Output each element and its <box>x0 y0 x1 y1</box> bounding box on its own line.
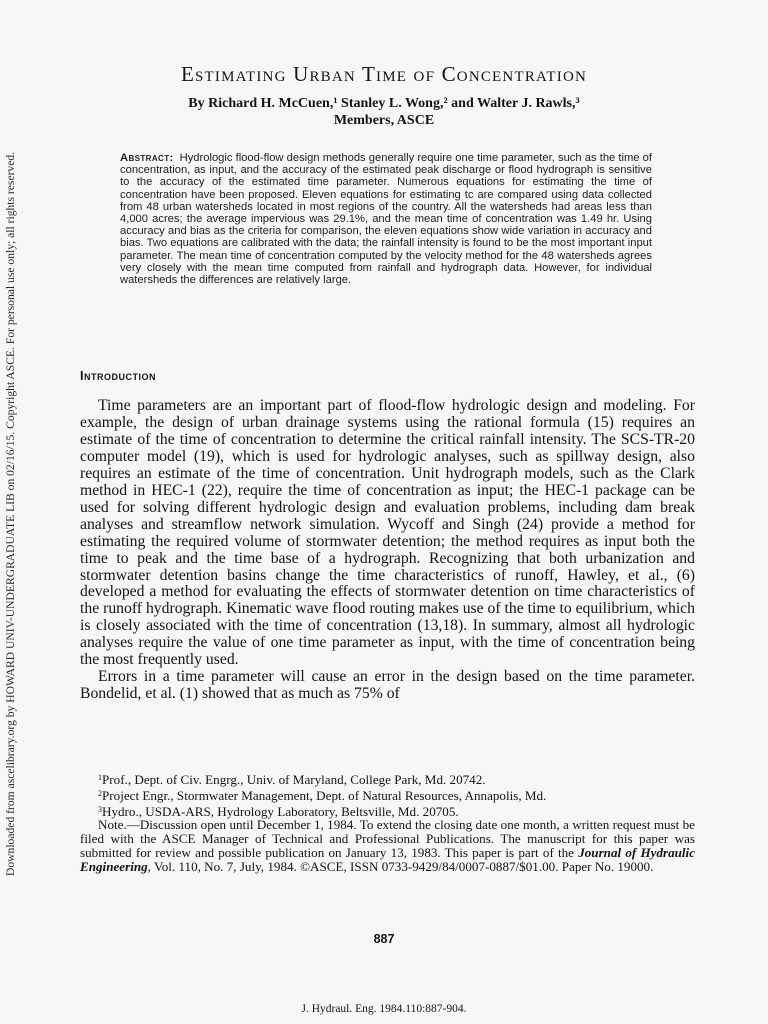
footnote-text: Project Engr., Stormwater Management, Dept. of Natural Resources, Annapolis, Md. <box>102 787 547 803</box>
footnote-2 <box>80 787 695 803</box>
footnote-text: Prof., Dept. of Civ. Engrg., Univ. of Maryland, College Park, Md. 20742. <box>102 772 486 787</box>
footnote-text: Hydro., USDA-ARS, Hydrology Laboratory, Beltsville, Md. 20705. <box>102 803 459 819</box>
footnote-marker: 2 <box>98 788 102 798</box>
footnote-marker: 3 <box>98 804 102 814</box>
footnotes <box>80 771 695 874</box>
body-text <box>80 398 695 703</box>
abstract-text: Hydrologic flood-flow design methods generally require one time parameter, such as the time of concentration, as input, and the accuracy of the estimated peak discharge or flood hydrograph is sensitive to the accuracy of the estimated time parameter. Numerous equations for estimating the time of concentration have been proposed. Eleven equations for estimating tc are compared using data collected from 48 urban watersheds located in most regions of the country. All the watersheds had areas less than 4,000 acres; the average impervious was 29.1%, and the mean time of concentration was 1.49 hr. Using accuracy and bias as the criteria for comparison, the eleven equations show wide variation in accuracy and bias. Two equations are calibrated with the data; the rainfall intensity is found to be the most important input parameter. The mean time of concentration computed by the velocity method for the 48 watersheds agrees very closely with the mean time computed from rainfall and hydrograph data. However, for individual watersheds the differences are relatively large. <box>120 152 652 287</box>
paper-title: Estimating Urban Time of Concentration <box>180 62 588 86</box>
download-notice: Downloaded from ascelibrary.org by HOWARD UNIV-UNDERGRADUATE LIB on 02/16/15. Copyright ASCE. For personal use only; all rights reserved. <box>4 151 17 876</box>
paragraph: Time parameters are an important part of flood-flow hydrologic design and modeling. For example, the design of urban drainage systems using the rational formula (15) requires an estimate of the time of concentration to determine the critical rainfall intensity. The SCS-TR-20 computer model (19), which is used for hydrologic analyses, such as spillway design, also requires an estimate of the time of concentration. Unit hydrograph models, such as the Clark method in HEC-1 (22), require the time of concentration as input; the HEC-1 package can be used for solving different hydrologic design and evaluation problems, including dam break analyses and streamflow network simulation. Wycoff and Singh (24) provide a method for estimating the required volume of stormwater detention; the method requires as input both the time to peak and the time base of a hydrograph. Recognizing that both urbanization and stormwater detention basins change the time characteristics of runoff, Hawley, et al., (6) developed a method for evaluating the effects of stormwater detention on time characteristics of the runoff hydrograph. Kinematic wave flood routing makes use of the time to equilibrium, which is closely associated with the time of concentration (13,18). In summary, almost all hydrologic analyses require the value of one time parameter as input, with the time of concentration being the most frequently used. <box>80 397 695 669</box>
author-membership: Members, ASCE <box>333 113 435 128</box>
page-number: 887 <box>373 932 395 946</box>
note-text: , Vol. 110, No. 7, July, 1984. ©ASCE, ISSN 0733-9429/84/0007-0887/$01.00. Paper No. 19000. <box>147 858 654 874</box>
footnote-marker: 1 <box>98 773 102 782</box>
paragraph: Errors in a time parameter will cause an error in the design based on the time parameter. Bondelid, et al. (1) showed that as much as 75% of <box>80 668 695 703</box>
footnote-3 <box>80 803 695 819</box>
footnote-1 <box>80 771 695 787</box>
journal-name: Journal of Hydraulic Engineering <box>80 844 695 874</box>
section-heading-introduction: Introduction <box>80 369 156 383</box>
discussion-note <box>80 818 695 873</box>
abstract <box>120 152 652 286</box>
author-block <box>0 95 768 129</box>
abstract-label: Abstract: <box>120 152 174 164</box>
note-text: Note.—Discussion open until December 1, 1984. To extend the closing date one month, a written request must be filed with the ASCE Manager of Technical and Professional Publications. The manuscript for this paper was submitted for review and possible publication on January 13, 1983. This paper is part of the <box>80 817 695 860</box>
author-names: By Richard H. McCuen,¹ Stanley L. Wong,² and Walter J. Rawls,³ <box>188 96 580 111</box>
citation-footer: J. Hydraul. Eng. 1984.110:887-904. <box>301 1003 467 1015</box>
